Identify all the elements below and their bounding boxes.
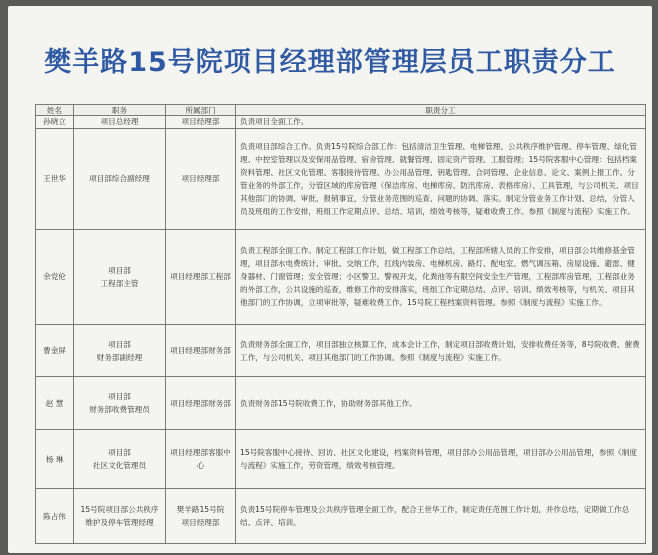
header-role: 职务: [74, 105, 166, 116]
cell-name: 孙晓立: [36, 116, 74, 129]
cell-dept: 樊羊路15号院 项目经理部: [166, 489, 236, 544]
cell-dept: 项目经理部: [166, 116, 236, 129]
cell-dept: 项目经理部财务部: [166, 324, 236, 377]
cell-role: 项目部 财务部副经理: [74, 324, 166, 377]
cell-duty: 负责工程部全面工作。制定工程部工作计划，做工程部工作总结，工程部所辖人员的工作安排，项目部公共维修基金管理，项目部水电费统计、审批、交纳工作，扛线内装房、电梯机房、路灯、配电室、燃气调压箱、房屋设施、避雷、健身器材、门窗管理；安全管理；小区警卫、警视开支，化粪池等有限空间安全生产管理，工程部库房管理，工程部业务的外部工作，公共设施的巡查，维修工作的安排落实，班组工作定期总结、点评、培训、绩效考核等，与机关、项目其他部门的工作协调，立项审批等，疑难收费工作。15号院工程档案资料管理。参照《制度与流程》实施工作。: [236, 229, 646, 324]
cell-dept: 项目经理部工程部: [166, 229, 236, 324]
cell-role: 项目部 社区文化管理员: [74, 430, 166, 489]
cell-dept: 项目经理部财务部: [166, 377, 236, 430]
table-row: [36, 489, 646, 544]
page-title: 樊羊路15号院项目经理部管理层员工职责分工: [44, 47, 616, 78]
header-duty: 职责分工: [236, 105, 646, 116]
cell-role: 项目总经理: [74, 116, 166, 129]
duty-table: [35, 104, 646, 544]
cell-name: 曹金屏: [36, 324, 74, 377]
table-row: [36, 116, 646, 129]
notice-board: [8, 6, 652, 553]
cell-dept: 项目经理部: [166, 128, 236, 229]
cell-duty: 负责15号院停车管理及公共秩序管理全面工作，配合王世华工作，制定责任范围工作计划，并作总结，定期做工作总结、点评、培训。: [236, 489, 646, 544]
cell-name: 余党伦: [36, 229, 74, 324]
cell-duty: 负责项目部综合工作。负责15号院综合部工作：包括清洁卫生管理、电梯管理、公共秩序维护管理、停车管理、绿化管理、中控室管理以及安保用品管理、宿舍管理、就餐管理、固定资产管理、工服管理；15号院客服中心管理：包括档案资料管理、社区文化管理、客服接待管理、办公用品管理、钥匙管理、合同管理、企业信息、论文、案例上报工作。分管业务的外部工作，分管区域的库房管理（保洁库房、电梯库房、防汛库房、表格库房）、工具管理，与公司机关、项目其他部门的协调、审批、报销事宜，分管业务范围的巡查、问题的协调、落实。制定分管业务工作计划、总结，分管人员及班组的工作安排，班组工作定期点评、总结、培训，绩效考核等，疑难收费工作。参照《制度与流程》实施工作。: [236, 128, 646, 229]
header-name: 姓名: [36, 105, 74, 116]
cell-role: 15号院项目部公共秩序 维护及停车管理经理: [74, 489, 166, 544]
cell-name: 王世华: [36, 128, 74, 229]
table-row: [36, 377, 646, 430]
table-row: [36, 128, 646, 229]
cell-duty: 负责财务部15号院收费工作，协助财务部其他工作。: [236, 377, 646, 430]
header-dept: 所属部门: [166, 105, 236, 116]
cell-name: 陈占伟: [36, 489, 74, 544]
cell-role: 项目部 财务部收费管理员: [74, 377, 166, 430]
table-row: [36, 324, 646, 377]
table-row: [36, 229, 646, 324]
cell-name: 杨 琳: [36, 430, 74, 489]
cell-duty: 负责财务部全面工作，项目部独立核算工作，成本会计工作，制定项目部收费计划，安排收费任务等，8号院收费、催费工作，与公司机关、项目其他部门的工作协调。参照《制度与流程》实施工作。: [236, 324, 646, 377]
table-row: [36, 430, 646, 489]
cell-duty: 负责项目全面工作。: [236, 116, 646, 129]
cell-dept: 项目经理部客服中心: [166, 430, 236, 489]
table-header-row: [36, 105, 646, 116]
cell-name: 赵 慧: [36, 377, 74, 430]
cell-duty: 15号院客服中心接待、回访、社区文化建设，档案资料管理，项目部办公用品管理，项目部办公用品管理，参照《制度与流程》实施工作，劳资管理，绩效考核管理。: [236, 430, 646, 489]
cell-role: 项目部 工程部主管: [74, 229, 166, 324]
cell-role: 项目部综合副经理: [74, 128, 166, 229]
